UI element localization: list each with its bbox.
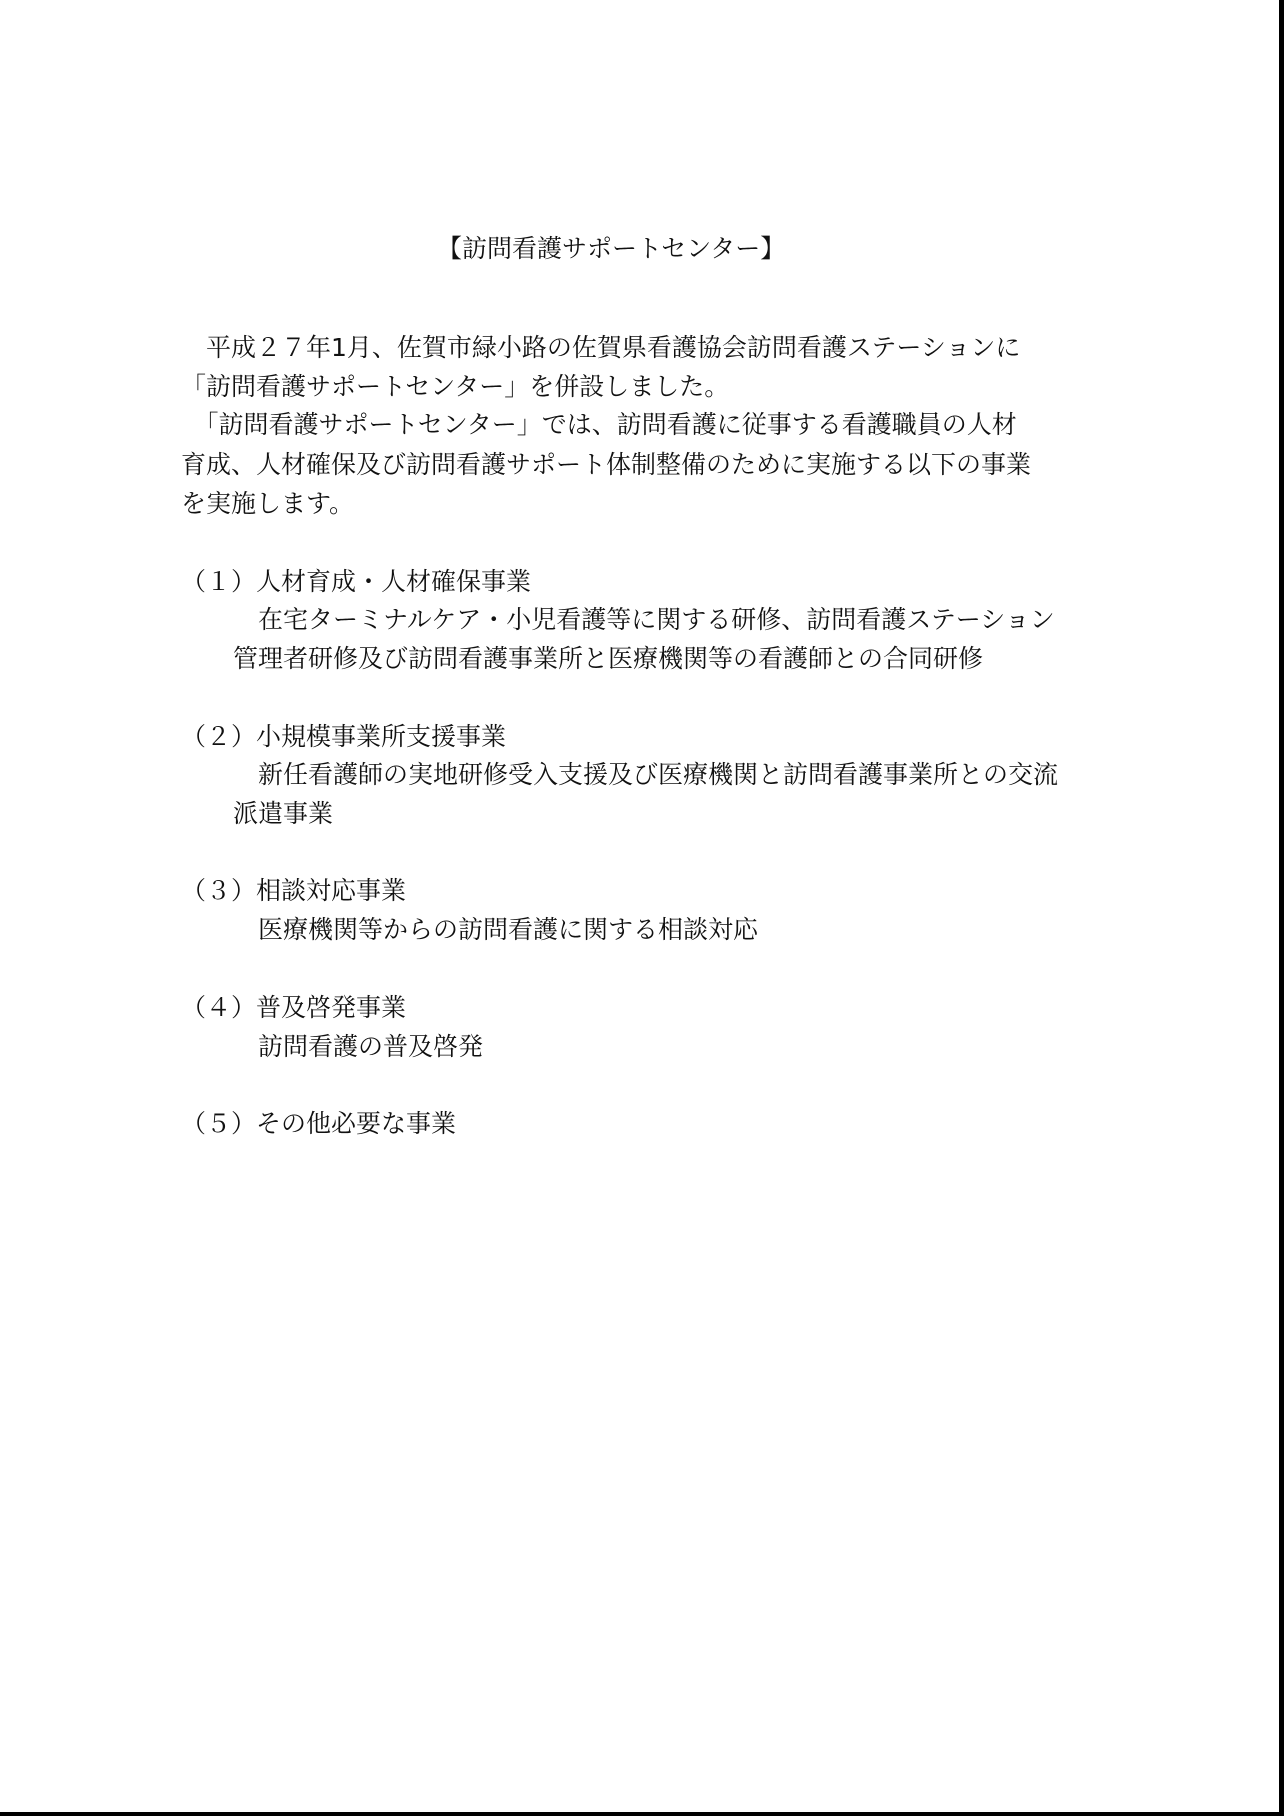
item-4-detail-1: 訪問看護の普及啓発: [258, 1032, 484, 1061]
page-title: 【訪問看護サポートセンター】: [437, 234, 786, 263]
item-2-heading: （２）小規模事業所支援事業: [181, 722, 507, 751]
item-5-heading: （５）その他必要な事業: [181, 1109, 457, 1138]
intro-line-4: 育成、人材確保及び訪問看護サポート体制整備のために実施する以下の事業: [181, 450, 1032, 479]
item-1-heading: （１）人材育成・人材確保事業: [181, 567, 532, 596]
item-4-heading: （４）普及啓発事業: [181, 993, 407, 1022]
intro-line-1: 平成２７年1月、佐賀市緑小路の佐賀県看護協会訪問看護ステーションに: [181, 333, 1021, 362]
page-border-right: [1279, 0, 1284, 1816]
item-2-detail-1: 新任看護師の実地研修受入支援及び医療機関と訪問看護事業所との交流: [258, 760, 1059, 789]
intro-line-3: 「訪問看護サポートセンター」では、訪問看護に従事する看護職員の人材: [181, 410, 1017, 439]
page-border-bottom: [0, 1812, 1284, 1816]
item-3-heading: （３）相談対応事業: [181, 876, 407, 905]
item-1-detail-1: 在宅ターミナルケア・小児看護等に関する研修、訪問看護ステーション: [258, 605, 1055, 634]
intro-line-2: 「訪問看護サポートセンター」を併設しました。: [181, 372, 730, 401]
item-2-detail-2: 派遣事業: [233, 799, 334, 828]
intro-line-5: を実施します。: [181, 489, 355, 518]
item-1-detail-2: 管理者研修及び訪問看護事業所と医療機関等の看護師との合同研修: [233, 644, 984, 673]
item-3-detail-1: 医療機関等からの訪問看護に関する相談対応: [258, 915, 759, 944]
